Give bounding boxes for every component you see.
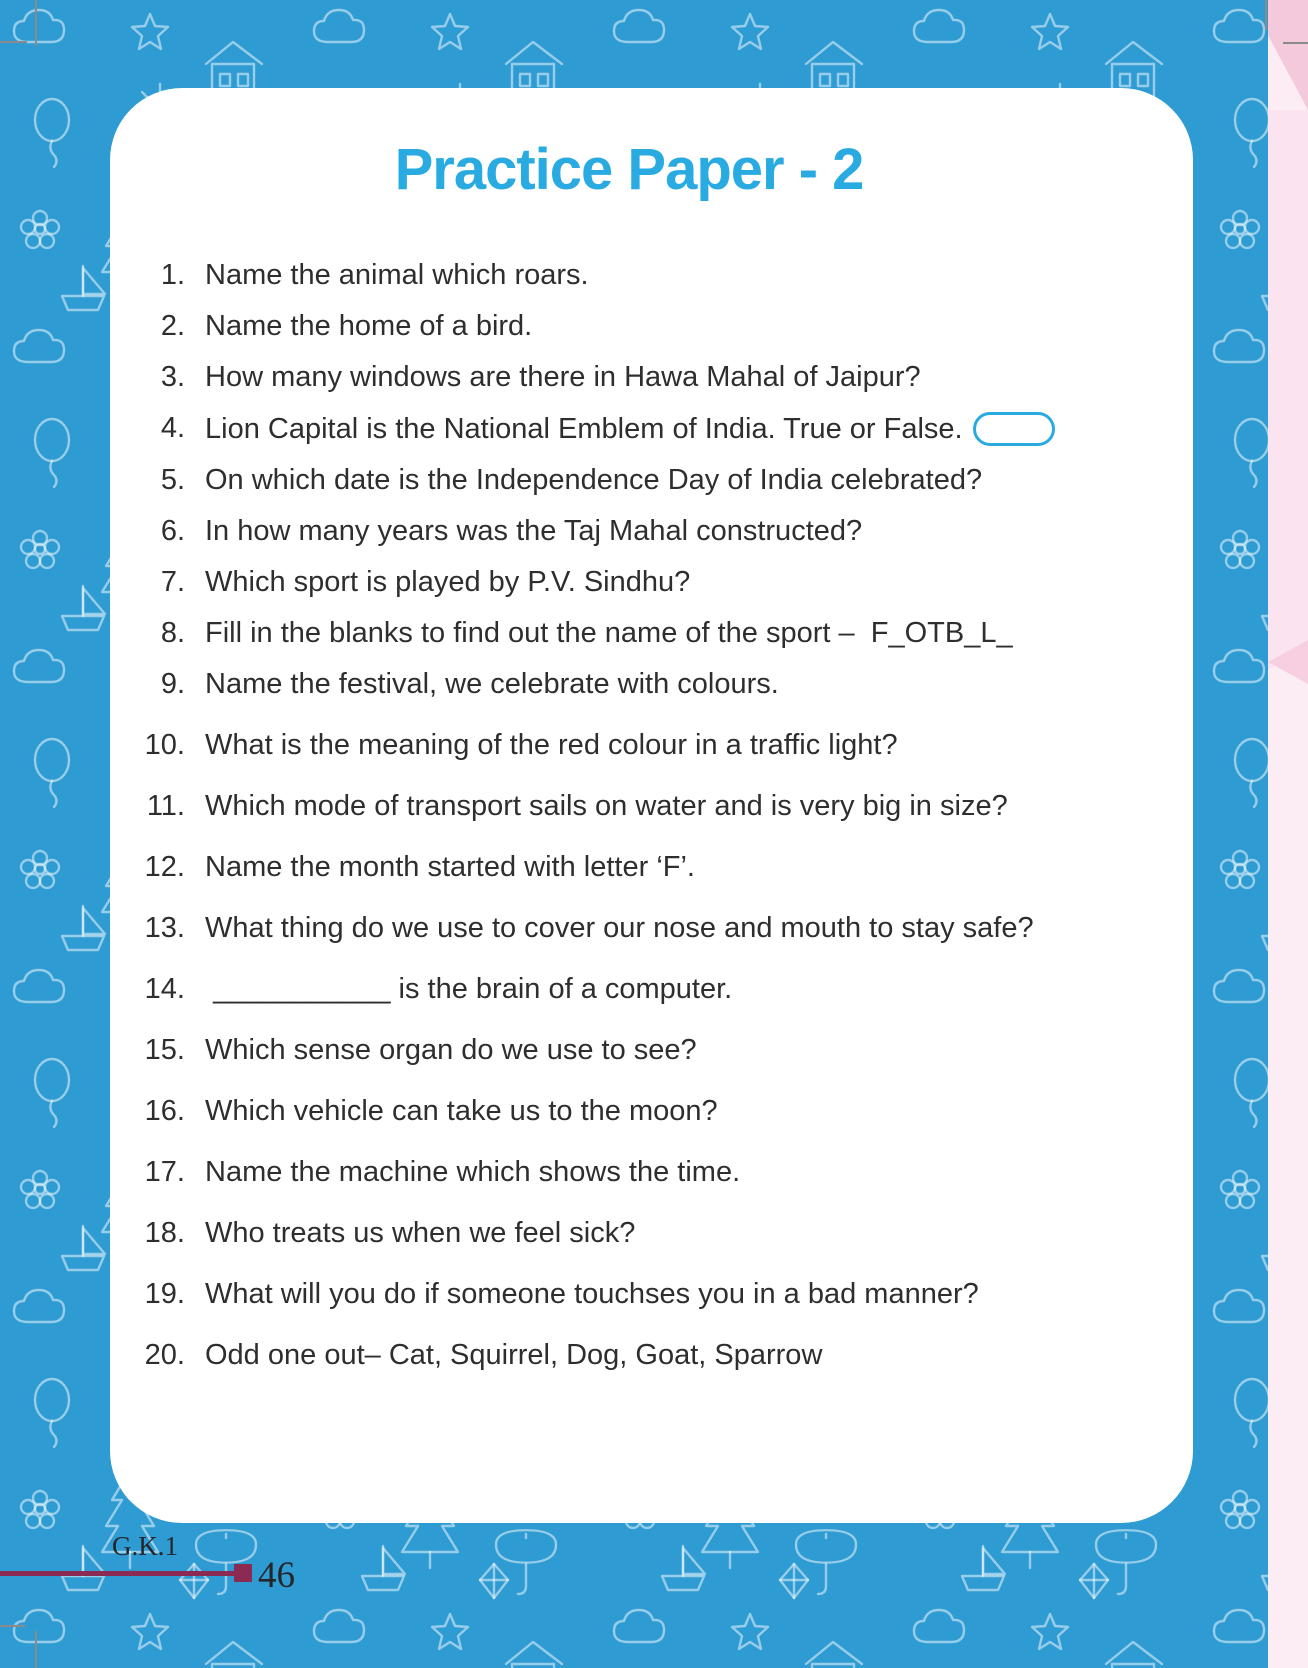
question-number: 1. [160, 259, 185, 291]
question-row [125, 566, 1133, 599]
question-number: 4. [160, 412, 185, 444]
crop-mark [0, 41, 27, 43]
question-text: Who treats us when we feel sick? [205, 1217, 636, 1249]
page-edge-wedge [1268, 0, 1308, 110]
question-number: 13. [144, 912, 185, 944]
question-number: 14. [144, 973, 185, 1005]
page-edge-strip [1268, 0, 1308, 1668]
question-text: On which date is the Independence Day of India celebrated? [205, 464, 983, 496]
question-row [125, 851, 1133, 884]
page-number: 46 [258, 1555, 295, 1596]
crop-mark [35, 0, 37, 46]
question-row [125, 617, 1133, 650]
question-number: 6. [160, 515, 185, 547]
question-text: Name the animal which roars. [205, 259, 589, 291]
crop-mark [1283, 42, 1308, 44]
question-text: Fill in the blanks to find out the name of the sport – F_OTB_L_ [205, 617, 1013, 649]
question-number: 16. [144, 1095, 185, 1127]
question-row [125, 1034, 1133, 1067]
content-card [110, 88, 1193, 1523]
question-text: Which sense organ do we use to see? [205, 1034, 697, 1066]
question-row [125, 515, 1133, 548]
question-text: What will you do if someone touchses you in a bad manner? [205, 1278, 979, 1310]
question-row [125, 912, 1133, 945]
question-text: How many windows are there in Hawa Mahal of Jaipur? [205, 361, 921, 393]
crop-mark [35, 1631, 37, 1668]
question-text: Name the festival, we celebrate with colours. [205, 668, 779, 700]
question-text: What thing do we use to cover our nose and mouth to stay safe? [205, 912, 1034, 944]
question-row [125, 412, 1133, 446]
question-row [125, 259, 1133, 292]
question-row [125, 668, 1133, 701]
question-row [125, 1339, 1133, 1372]
question-text: Which mode of transport sails on water and is very big in size? [205, 790, 1008, 822]
page-title: Practice Paper - 2 [394, 137, 864, 202]
question-text: Which sport is played by P.V. Sindhu? [205, 566, 691, 598]
question-number: 11. [146, 790, 185, 822]
question-number: 3. [160, 361, 185, 393]
question-text: Name the month started with letter ‘F’. [205, 851, 695, 883]
answer-bubble [973, 412, 1055, 446]
question-number: 10. [144, 729, 185, 761]
question-number: 19. [144, 1278, 185, 1310]
question-row [125, 464, 1133, 497]
question-number: 5. [160, 464, 185, 496]
question-list [125, 259, 1133, 1372]
question-number: 20. [144, 1339, 185, 1371]
question-text: Name the home of a bird. [205, 310, 533, 342]
question-text: ___________ is the brain of a computer. [205, 973, 733, 1005]
crop-mark [0, 1625, 25, 1627]
question-row [125, 1278, 1133, 1311]
question-text: Odd one out– Cat, Squirrel, Dog, Goat, Sparrow [205, 1339, 823, 1371]
page-edge-wedge [1268, 110, 1308, 670]
question-text: Which vehicle can take us to the moon? [205, 1095, 718, 1127]
question-number: 7. [160, 566, 185, 598]
question-text: In how many years was the Taj Mahal constructed? [205, 515, 863, 547]
question-row [125, 790, 1133, 823]
crop-mark [1265, 0, 1267, 30]
question-text: What is the meaning of the red colour in a traffic light? [205, 729, 898, 761]
question-row [125, 729, 1133, 762]
question-number: 15. [144, 1034, 185, 1066]
question-text: Lion Capital is the National Emblem of India. True or False. [205, 412, 1055, 446]
question-number: 17. [144, 1156, 185, 1188]
footer-square [234, 1564, 252, 1582]
footer-rule [0, 1571, 234, 1576]
book-code: G.K.1 [112, 1531, 178, 1561]
question-row [125, 1095, 1133, 1128]
question-row [125, 1156, 1133, 1189]
question-number: 18. [144, 1217, 185, 1249]
question-number: 12. [144, 851, 185, 883]
question-row [125, 1217, 1133, 1250]
question-number: 9. [160, 668, 185, 700]
question-row [125, 310, 1133, 343]
question-number: 8. [160, 617, 185, 649]
question-number: 2. [160, 310, 185, 342]
question-text: Name the machine which shows the time. [205, 1156, 741, 1188]
question-row [125, 361, 1133, 394]
question-row [125, 973, 1133, 1006]
